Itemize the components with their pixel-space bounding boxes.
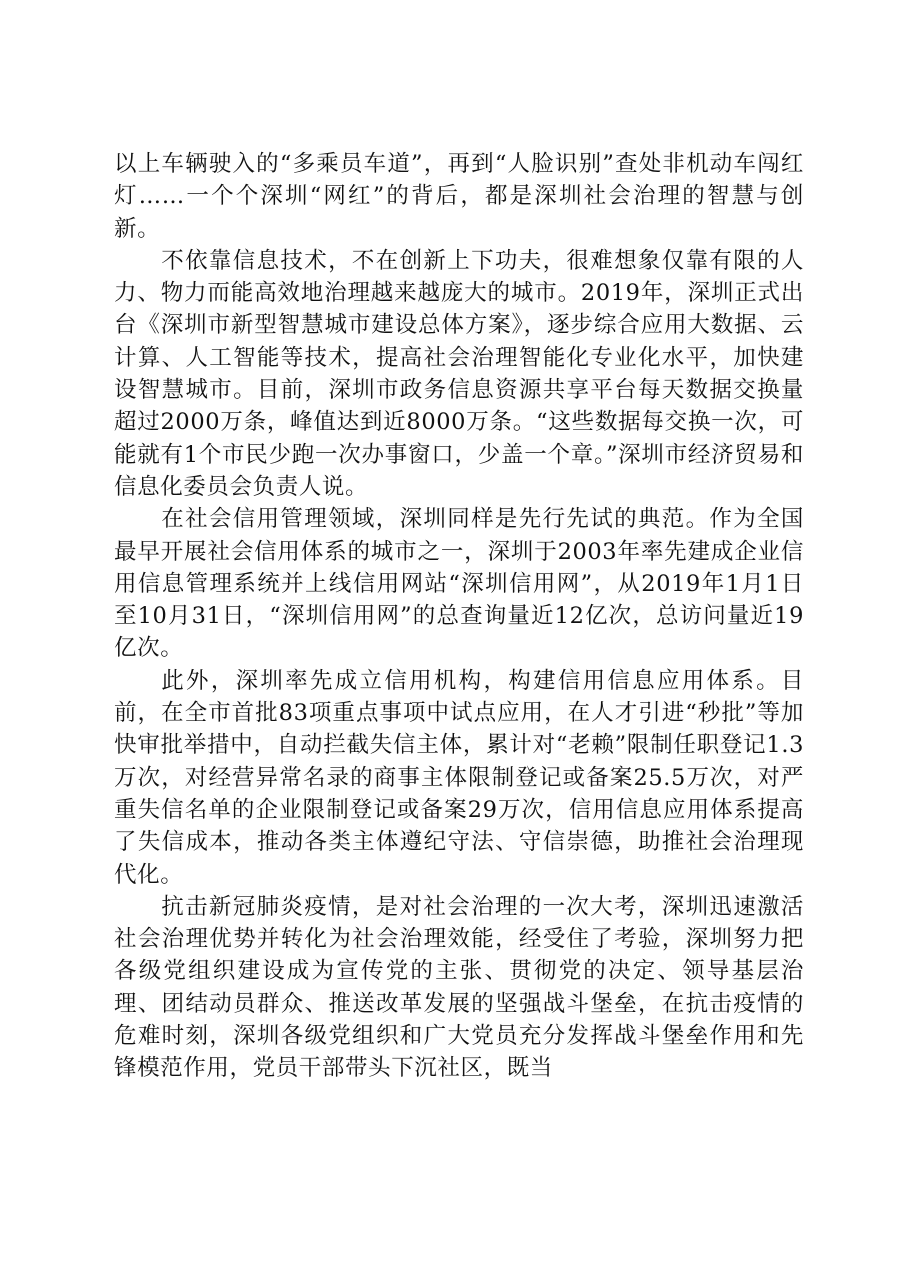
paragraph-3: 在社会信用管理领域，深圳同样是先行先试的典范。作为全国最早开展社会信用体系的城市之一，深圳于2003年率先建成企业信用信息管理系统并上线信用网站“深圳信用网”，从2019年1月1日至10月31日，“深圳信用网”的总查询量近12亿次，总访问量近19亿次。 (114, 506, 804, 662)
paragraph-2: 不依靠信息技术，不在创新上下功夫，很难想象仅靠有限的人力、物力而能高效地治理越来越庞大的城市。2019年，深圳正式出台《深圳市新型智慧城市建设总体方案》，逐步综合应用大数据、云计算、人工智能等技术，提高社会治理智能化专业化水平，加快建设智慧城市。目前，深圳市政务信息资源共享平台每天数据交换量超过2000万条，峰值达到近8000万条。“这些数据每交换一次，可能就有1个市民少跑一次办事窗口，少盖一个章。”深圳市经济贸易和信息化委员会负责人说。 (114, 247, 804, 500)
paragraph-1: 以上车辆驶入的“多乘员车道”，再到“人脸识别”查处非机动车闯红灯……一个个深圳“网红”的背后，都是深圳社会治理的智慧与创新。 (114, 151, 804, 242)
paragraph-4: 此外，深圳率先成立信用机构，构建信用信息应用体系。目前，在全市首批83项重点事项中试点应用，在人才引进“秒批”等加快审批举措中，自动拦截失信主体，累计对“老赖”限制任职登记1.3万次，对经营异常名录的商事主体限制登记或备案25.5万次，对严重失信名单的企业限制登记或备案29万次，信用信息应用体系提高了失信成本，推动各类主体遵纪守法、守信崇德，助推社会治理现代化。 (114, 667, 804, 888)
document-body (114, 148, 804, 1085)
paragraph-5: 抗击新冠肺炎疫情，是对社会治理的一次大考，深圳迅速激活社会治理优势并转化为社会治理效能，经受住了考验，深圳努力把各级党组织建设成为宣传党的主张、贯彻党的决定、领导基层治理、团结动员群众、推送改革发展的坚强战斗堡垒，在抗击疫情的危难时刻，深圳各级党组织和广大党员充分发挥战斗堡垒作用和先锋模范作用，党员干部带头下沉社区，既当 (114, 893, 804, 1082)
